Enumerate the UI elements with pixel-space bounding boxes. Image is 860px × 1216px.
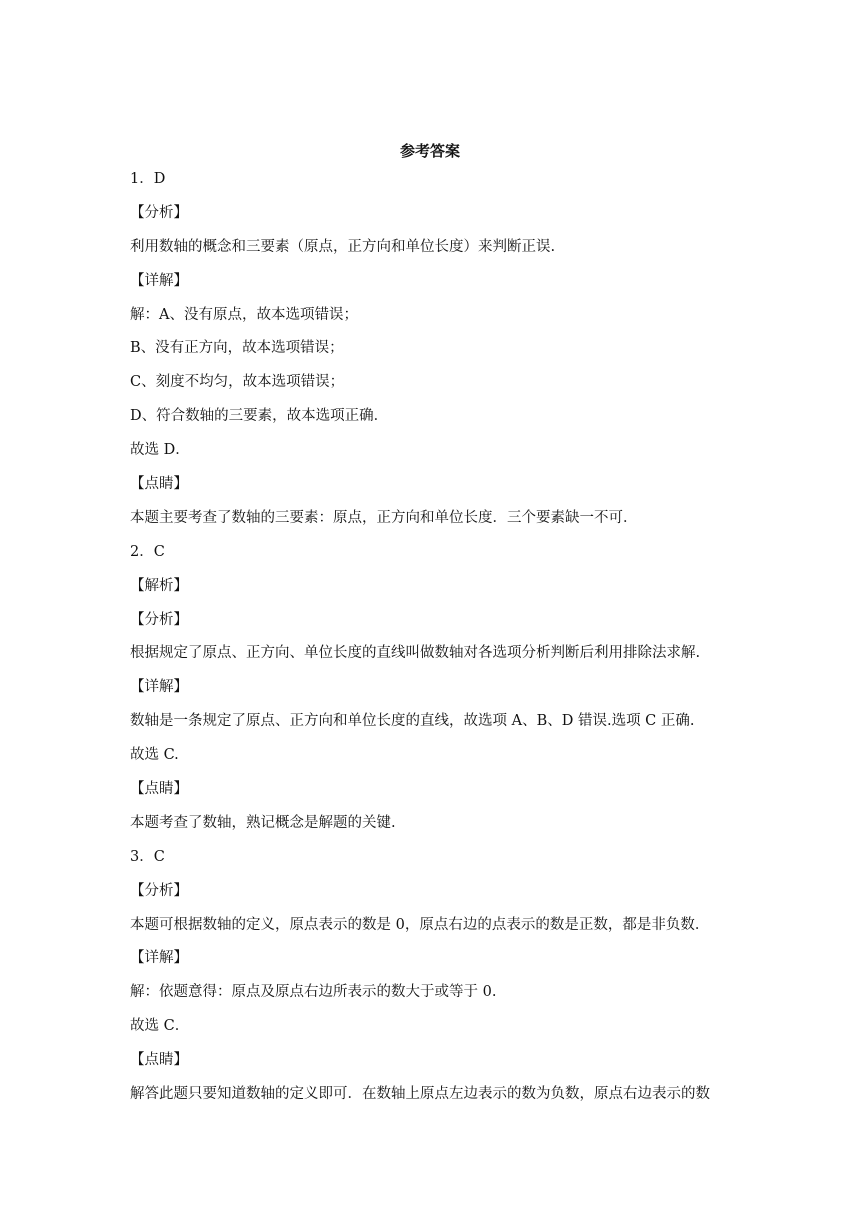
line-q1-analysis-heading: 【分析】 [130, 204, 188, 221]
line-q3-answer: 3．C [130, 848, 165, 865]
line-q2-detail-text: 数轴是一条规定了原点、正方向和单位长度的直线，故选项 A、B、D 错误.选项 C 正确. [130, 713, 695, 730]
line-q2-solution-heading: 【解析】 [130, 577, 188, 594]
line-q2-answer: 2．C [130, 543, 165, 560]
line-q2-analysis-text: 根据规定了原点、正方向、单位长度的直线叫做数轴对各选项分析判断后利用排除法求解. [130, 645, 701, 662]
page-title: 参考答案 [399, 142, 460, 160]
line-q3-detail-text: 解：依题意得：原点及原点右边所表示的数大于或等于 0. [130, 984, 497, 1001]
line-q1-comment-heading: 【点睛】 [130, 476, 188, 493]
line-q1-choice: 故选 D． [130, 442, 190, 459]
line-q1-detail-heading: 【详解】 [130, 272, 188, 289]
line-q3-choice: 故选 C． [130, 1018, 190, 1035]
line-q2-detail-heading: 【详解】 [130, 679, 188, 696]
line-q1-analysis-text: 利用数轴的概念和三要素（原点，正方向和单位长度）来判断正误. [130, 238, 556, 255]
line-q1-detail-d: D、符合数轴的三要素，故本选项正确． [130, 408, 389, 425]
line-q1-detail-a: 解：A、没有原点，故本选项错误； [130, 306, 358, 323]
line-q2-choice: 故选 C. [130, 747, 179, 764]
line-q1-detail-c: C、刻度不均匀，故本选项错误； [130, 374, 345, 391]
line-q2-comment-text: 本题考查了数轴，熟记概念是解题的关键. [130, 814, 396, 831]
line-q1-answer: 1．D [130, 171, 166, 187]
line-q3-detail-heading: 【详解】 [130, 950, 188, 967]
answer-body [130, 167, 770, 1116]
line-q2-analysis-heading: 【分析】 [130, 611, 188, 628]
line-q2-comment-heading: 【点睛】 [130, 781, 188, 798]
line-q1-detail-b: B、没有正方向，故本选项错误； [130, 340, 344, 357]
line-q3-analysis-text: 本题可根据数轴的定义，原点表示的数是 0，原点右边的点表示的数是正数，都是非负数． [130, 916, 710, 933]
line-q3-analysis-heading: 【分析】 [130, 882, 188, 899]
line-q1-comment-text: 本题主要考查了数轴的三要素：原点，正方向和单位长度．三个要素缺一不可． [130, 509, 638, 526]
line-q3-comment-text: 解答此题只要知道数轴的定义即可．在数轴上原点左边表示的数为负数，原点右边表示的数 [130, 1086, 710, 1103]
line-q3-comment-heading: 【点睛】 [130, 1052, 188, 1069]
